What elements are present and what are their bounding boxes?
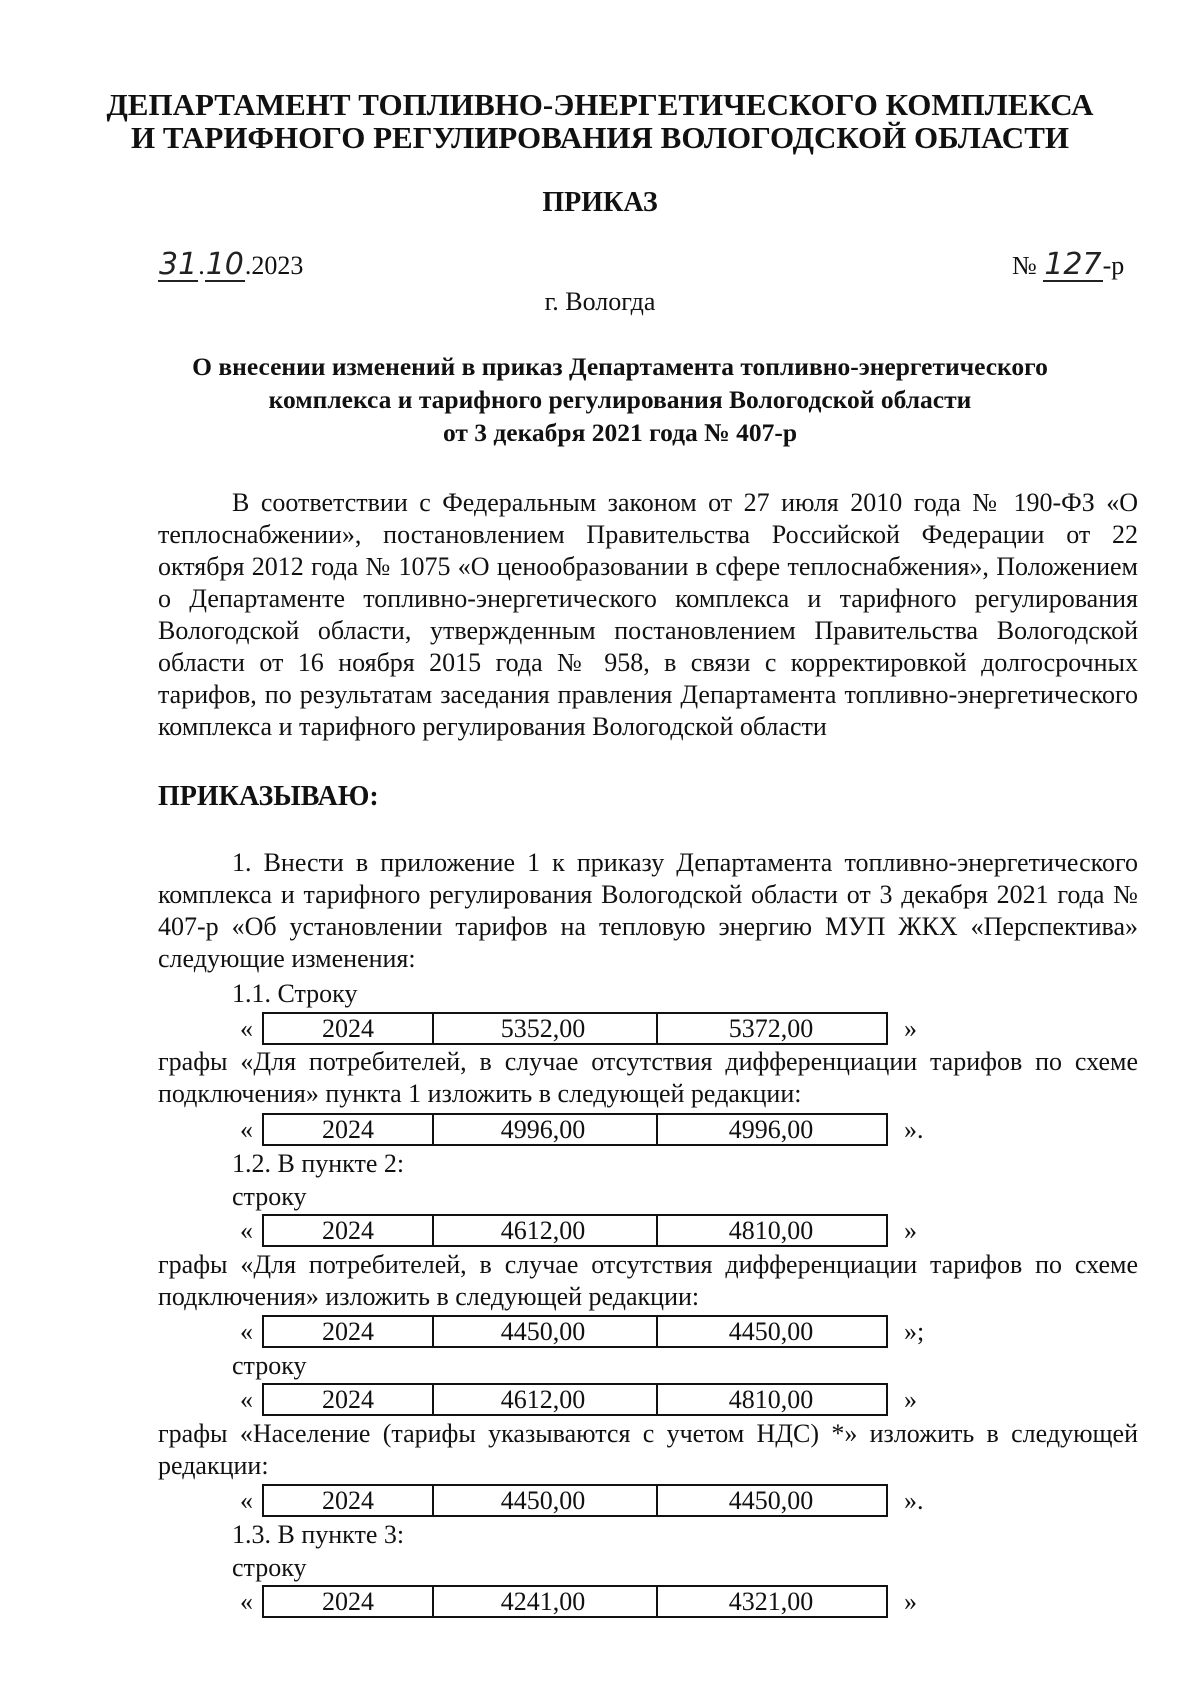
order-number bbox=[1012, 247, 1125, 282]
order-date bbox=[158, 247, 304, 282]
stroku-label-2: строку bbox=[232, 1351, 307, 1380]
item1-2-label: 1.2. В пункте 2: bbox=[232, 1149, 405, 1178]
date-day: 31 bbox=[159, 247, 198, 282]
tariff-cell-2: 4996,00 bbox=[656, 1113, 888, 1146]
order-title-line2: комплекса и тарифного регулирования Вологодской области bbox=[268, 385, 972, 414]
tariff-cell-1: 4241,00 bbox=[430, 1585, 658, 1618]
close-quote: » bbox=[904, 1385, 917, 1414]
close-quote: » bbox=[904, 1014, 917, 1043]
tariff-cell-2: 4450,00 bbox=[656, 1484, 888, 1517]
preamble-text: В соответствии с Федеральным законом от 27 июля 2010 года № 190-ФЗ «О теплоснабжении», постановлением Правительства Российской Федерации от 22 октября 2012 года № 1075 «О ценообразовании в сфере теплоснабжения», Положением о Департаменте топливно-энергетического комплекса и тарифного регулирования Вологодской области, утвержденным постановлением Правительства Вологодской области от 16 ноября 2015 года № 958, в связи с корректировкой долгосрочных тарифов, по результатам заседания правления Департамента топливно-энергетического комплекса и тарифного регулирования Вологодской области bbox=[158, 488, 1138, 741]
tariff-cell-1: 4612,00 bbox=[430, 1383, 658, 1416]
date-year: .2023 bbox=[244, 251, 304, 280]
close-quote: ». bbox=[904, 1486, 924, 1515]
department-name-line2: И ТАРИФНОГО РЕГУЛИРОВАНИЯ ВОЛОГОДСКОЙ ОБЛАСТИ bbox=[131, 120, 1069, 155]
order-word: ПРИКАЗЫВАЮ: bbox=[158, 781, 379, 812]
city: г. Вологда bbox=[544, 287, 656, 316]
year-cell: 2024 bbox=[262, 1585, 434, 1618]
year-cell: 2024 bbox=[262, 1113, 434, 1146]
number-suffix: -р bbox=[1102, 251, 1125, 280]
tariff-cell-2: 4810,00 bbox=[656, 1383, 888, 1416]
open-quote: « bbox=[240, 1216, 253, 1245]
department-name-line1: ДЕПАРТАМЕНТ ТОПЛИВНО-ЭНЕРГЕТИЧЕСКОГО КОМПЛЕКСА bbox=[106, 87, 1094, 122]
stroku-label-1: строку bbox=[232, 1182, 307, 1211]
item1-1-label: 1.1. Строку bbox=[232, 979, 358, 1008]
item1-3-label: 1.3. В пункте 3: bbox=[232, 1520, 405, 1549]
stroku-label-3: строку bbox=[232, 1553, 307, 1582]
order-title-line3: от 3 декабря 2021 года № 407-р bbox=[442, 418, 798, 447]
close-quote: » bbox=[904, 1587, 917, 1616]
open-quote: « bbox=[240, 1014, 253, 1043]
open-quote: « bbox=[240, 1317, 253, 1346]
item1-text: 1. Внести в приложение 1 к приказу Департамента топливно-энергетического комплекса и тарифного регулирования Вологодской области от 3 декабря 2021 года № 407-р «Об установлении тарифов на тепловую энергию МУП ЖКХ «Перспектива» следующие изменения: bbox=[158, 848, 1138, 973]
tariff-cell-1: 5352,00 bbox=[430, 1012, 658, 1045]
year-cell: 2024 bbox=[262, 1484, 434, 1517]
tariff-cell-2: 5372,00 bbox=[656, 1012, 888, 1045]
year-cell: 2024 bbox=[262, 1012, 434, 1045]
date-month: 10 bbox=[205, 247, 244, 282]
preamble-paragraph bbox=[158, 487, 1138, 743]
open-quote: « bbox=[240, 1587, 253, 1616]
close-quote: » bbox=[904, 1216, 917, 1245]
number-value: 127 bbox=[1044, 247, 1102, 282]
tariff-cell-2: 4321,00 bbox=[656, 1585, 888, 1618]
order-title-line1: О внесении изменений в приказ Департамента топливно-энергетического bbox=[192, 352, 1048, 381]
item1-paragraph bbox=[158, 847, 1138, 975]
year-cell: 2024 bbox=[262, 1315, 434, 1348]
tariff-cell-2: 4810,00 bbox=[656, 1214, 888, 1247]
tariff-cell-2: 4450,00 bbox=[656, 1315, 888, 1348]
tariff-cell-1: 4450,00 bbox=[430, 1484, 658, 1517]
open-quote: « bbox=[240, 1385, 253, 1414]
tariff-cell-1: 4996,00 bbox=[430, 1113, 658, 1146]
date-dot: . bbox=[198, 251, 205, 280]
document-type: ПРИКАЗ bbox=[542, 187, 658, 218]
text-c-paragraph: графы «Население (тарифы указываются с учетом НДС) *» изложить в следующей редакции: bbox=[158, 1419, 1138, 1480]
year-cell: 2024 bbox=[262, 1214, 434, 1247]
text-a-paragraph: графы «Для потребителей, в случае отсутствия дифференциации тарифов по схеме подключения» пункта 1 изложить в следующей редакции: bbox=[158, 1047, 1138, 1108]
tariff-cell-1: 4450,00 bbox=[430, 1315, 658, 1348]
text-b-paragraph: графы «Для потребителей, в случае отсутствия дифференциации тарифов по схеме подключения» изложить в следующей редакции: bbox=[158, 1250, 1138, 1311]
number-prefix: № bbox=[1012, 251, 1037, 280]
close-quote: »; bbox=[904, 1317, 925, 1346]
open-quote: « bbox=[240, 1115, 253, 1144]
open-quote: « bbox=[240, 1486, 253, 1515]
year-cell: 2024 bbox=[262, 1383, 434, 1416]
close-quote: ». bbox=[904, 1115, 924, 1144]
tariff-cell-1: 4612,00 bbox=[430, 1214, 658, 1247]
